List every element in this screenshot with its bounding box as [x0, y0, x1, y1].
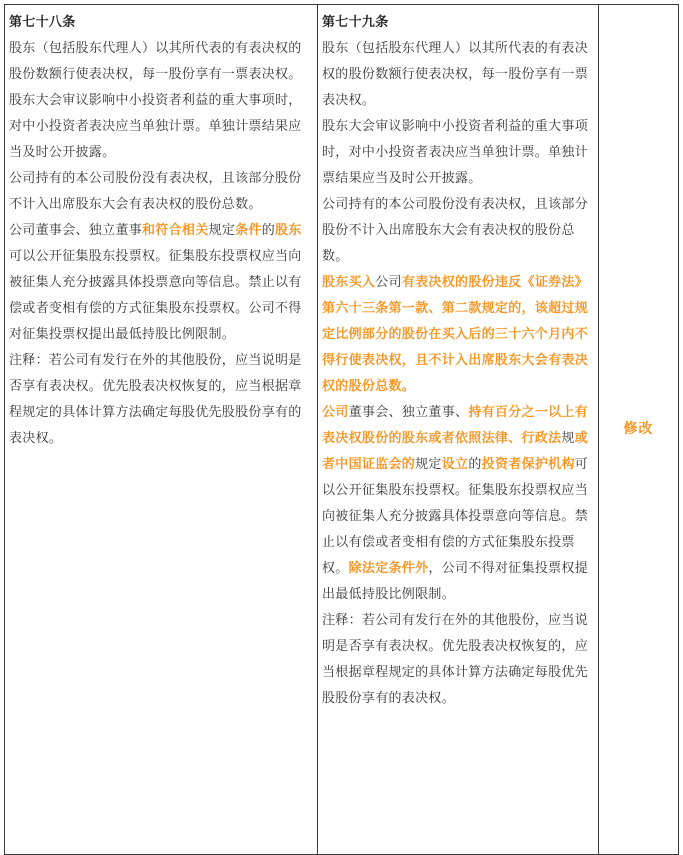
original-article-title: 第七十八条: [9, 15, 76, 30]
revised-article-title: 第七十九条: [322, 15, 389, 30]
original-paragraph: 股东大会审议影响中小投资者利益的重大事项时，对中小投资者表决应当单独计票。单独计票结果应当及时公开披露。: [9, 93, 302, 160]
revised-note: 注释：若公司有发行在外的其他股份，应当说明是否享有表决权。优先股表决权恢复的，应当根据章程规定的具体计算方法确定每股优先股股份享有的表决权。: [322, 613, 589, 706]
change-type-label: 修改: [623, 421, 654, 437]
revised-article-cell: [318, 5, 599, 855]
highlighted-text: 投资者保护机构: [481, 457, 575, 472]
comparison-table: [4, 4, 679, 855]
table-row: [5, 5, 679, 855]
original-paragraph: 公司持有的本公司股份没有表决权，且该部分股份不计入出席股东大会有表决权的股份总数。: [9, 171, 302, 212]
highlighted-text: 持有百分之一以上有表决权股份的股东或者依照法律、行政法: [322, 405, 589, 446]
highlighted-text: 和符合相关: [142, 223, 209, 238]
original-paragraph: 股东（包括股东代理人）以其所代表的有表决权的股份数额行使表决权，每一股份享有一票表决权。: [9, 41, 302, 82]
highlighted-text: 除法定条件外: [348, 561, 429, 576]
revised-paragraph: 公司持有的本公司股份没有表决权，且该部分股份不计入出席股东大会有表决权的股份总数。: [322, 197, 589, 264]
text-span: 的: [468, 457, 482, 472]
text-span: 可以公开征集股东投票权。征集股东投票权应当向被征集人充分披露具体投票意向等信息。禁止以有偿或者变相有偿的方式征集股东投票权。公司不得对征集投票权提出最低持股比例限制。: [9, 249, 302, 342]
revised-paragraph: 股东（包括股东代理人）以其所代表的有表决权的股份数额行使表决权，每一股份享有一票表决权。: [322, 41, 589, 108]
original-paragraph: [9, 218, 313, 348]
text-span: 公司: [375, 275, 402, 290]
text-span: 规定: [415, 457, 442, 472]
highlighted-text: 公司: [322, 405, 349, 420]
highlighted-text: 设立: [441, 457, 469, 472]
text-span: 董事会、独立董事、: [348, 405, 469, 420]
highlighted-text: 有表决权的股份违反《证券法》第六十三条第一款、第二款规定的，该超过规定比例部分的股份在买入后的三十六个月内不得行使表决权，且不计入出席股东大会有表决权的股份总数。: [322, 275, 589, 394]
change-note-cell: [599, 5, 679, 855]
text-span: ，公司不得对征集投票权提出最低持股比例限制。: [322, 561, 589, 602]
original-article-cell: [5, 5, 318, 855]
revised-paragraph: 股东大会审议影响中小投资者利益的重大事项时，对中小投资者表决应当单独计票。单独计票结果应当及时公开披露。: [322, 119, 589, 186]
original-note: 注释：若公司有发行在外的其他股份，应当说明是否享有表决权。优先股表决权恢复的，应当根据章程规定的具体计算方法确定每股优先股股份享有的表决权。: [9, 353, 302, 446]
highlighted-text: 股东: [275, 223, 302, 238]
highlighted-text: 股东买入: [322, 275, 376, 290]
text-span: 规: [561, 431, 575, 446]
highlighted-text: 条件: [235, 223, 262, 238]
highlighted-text: 或者中国证监会的: [322, 431, 589, 472]
text-span: 公司董事会、独立董事: [9, 223, 143, 238]
text-span: 的: [261, 223, 276, 238]
text-span: 规定: [208, 223, 236, 238]
revised-paragraph: [322, 270, 594, 400]
revised-paragraph: [322, 400, 594, 608]
text-span: 可以公开征集股东投票权。征集股东投票权应当向被征集人充分披露具体投票意向等信息。禁止以有偿或者变相有偿的方式征集股东投票权。: [322, 457, 589, 576]
